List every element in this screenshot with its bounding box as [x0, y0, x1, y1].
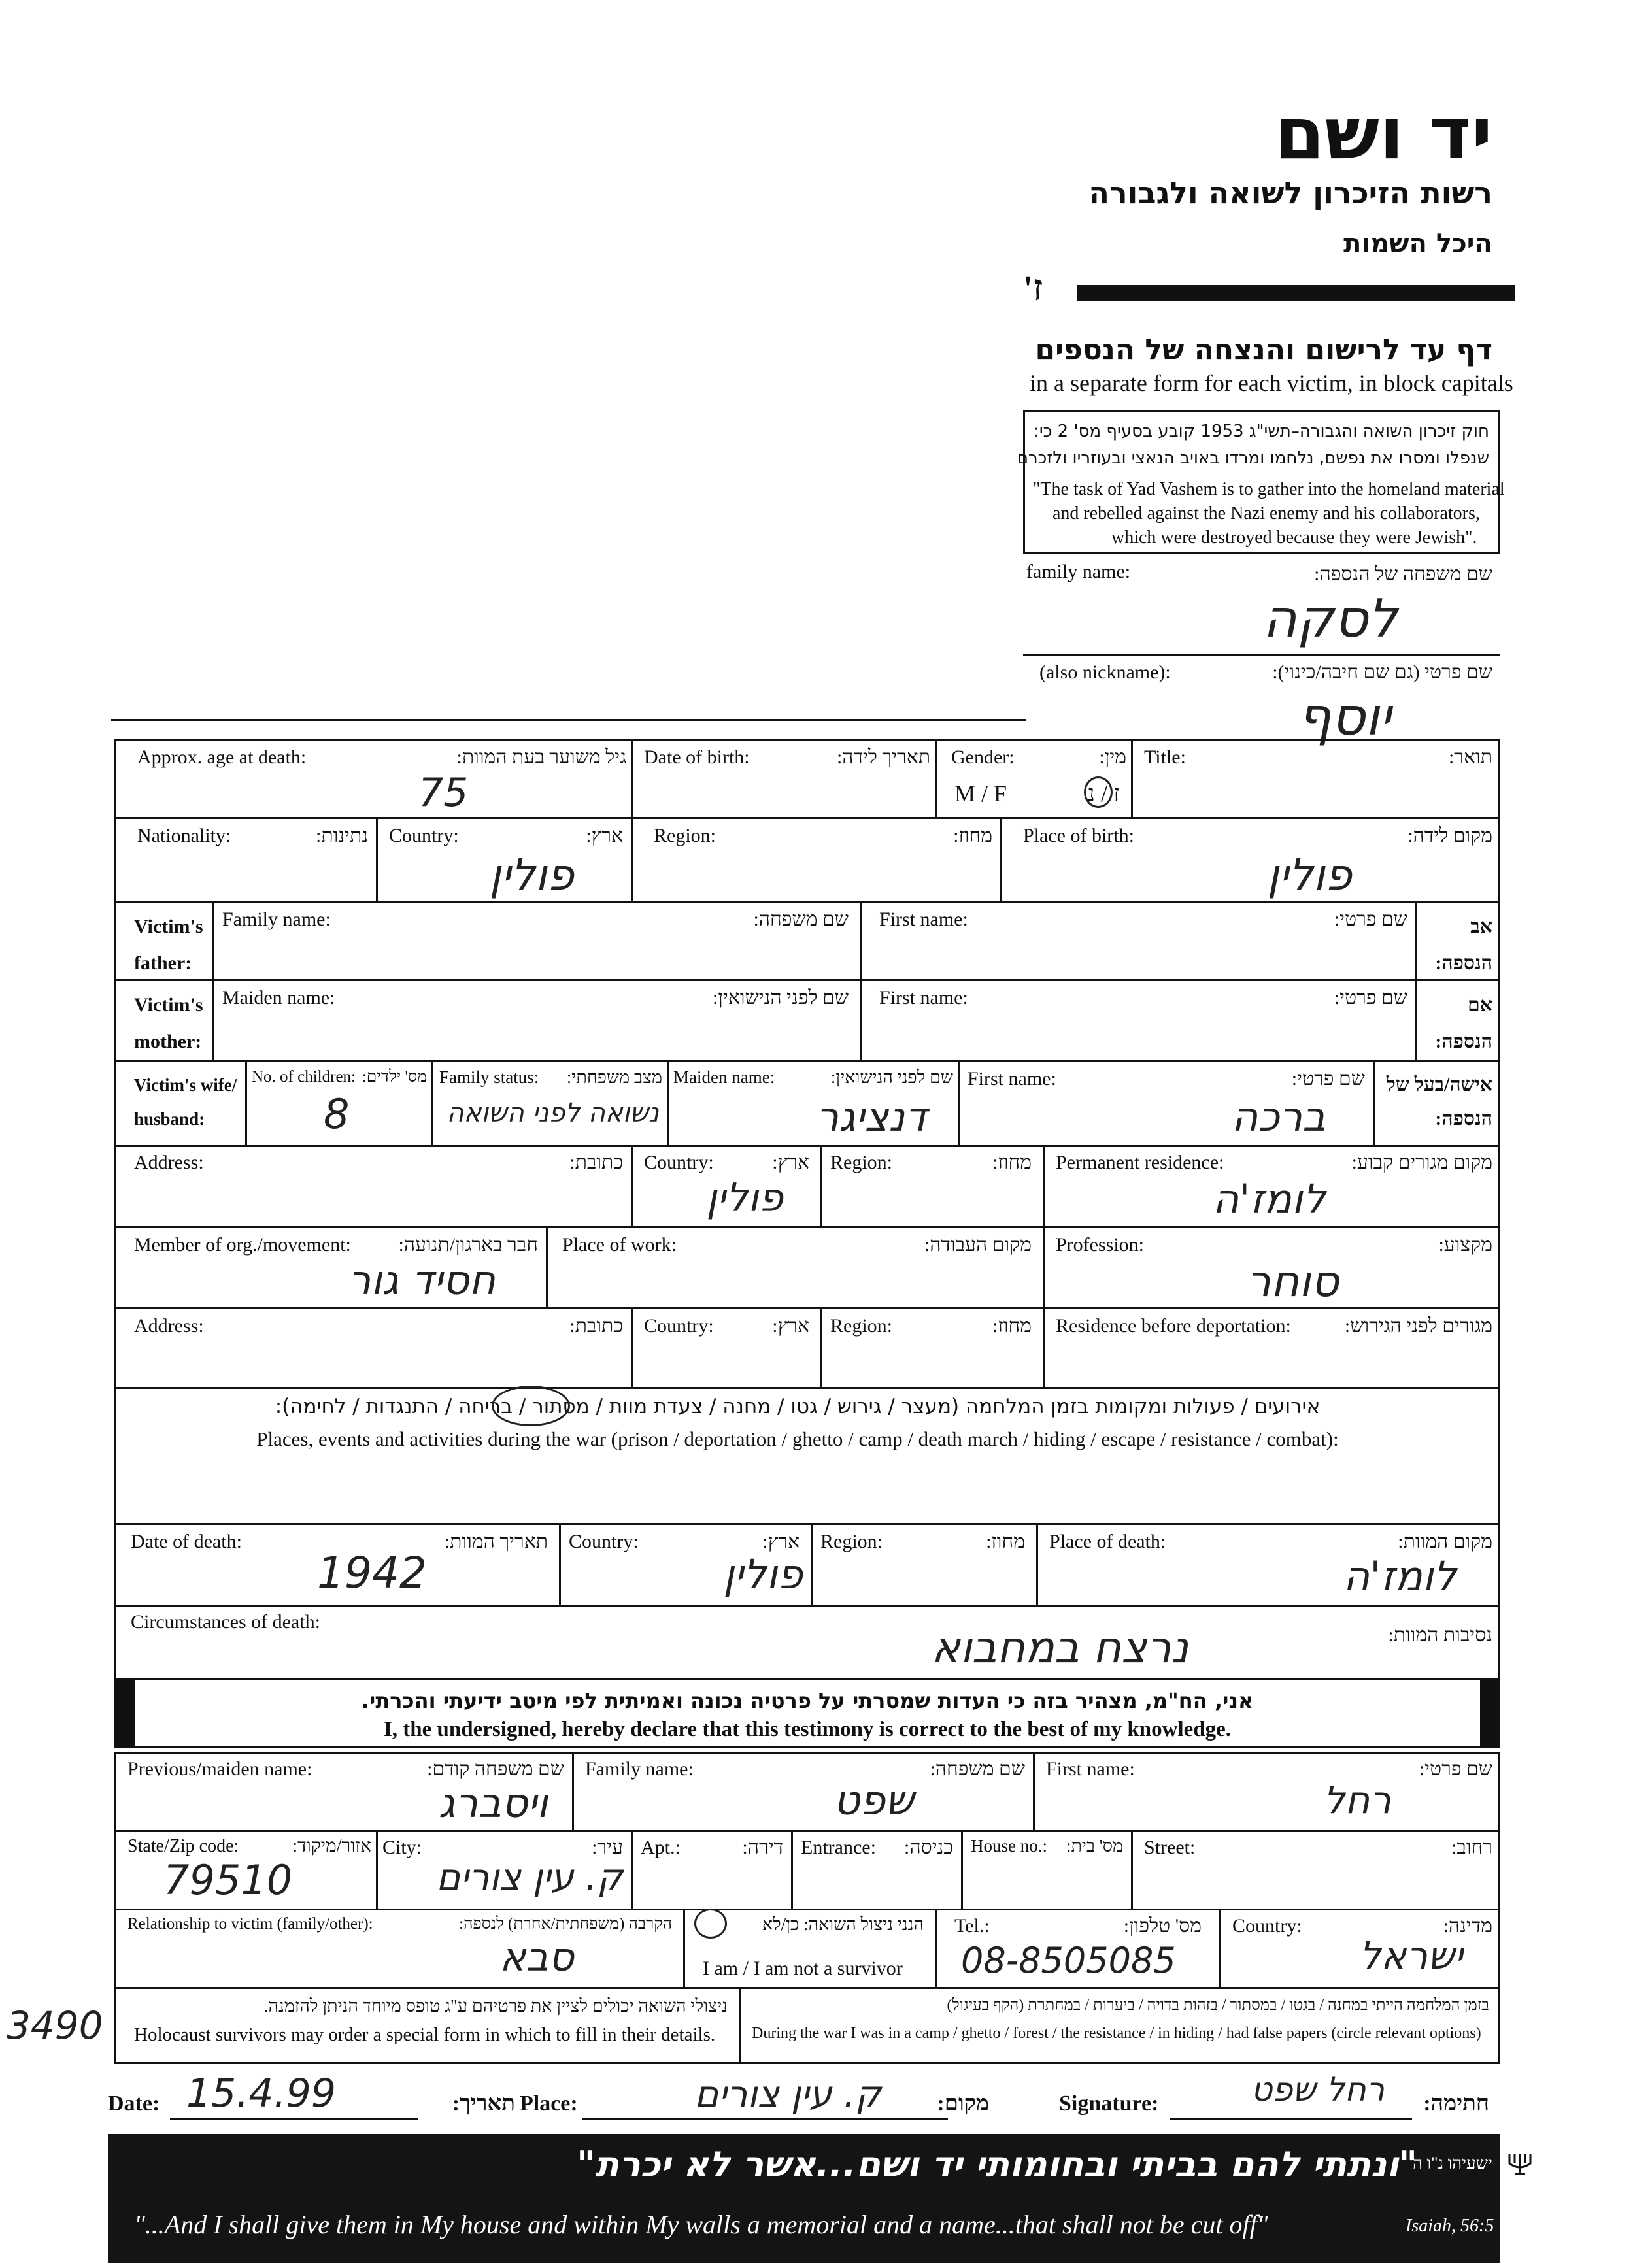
- margin-number: 3490: [7, 2003, 103, 2048]
- row-sep: [114, 817, 1500, 819]
- col-sep: [1033, 1752, 1035, 1830]
- father-first-label-he: שם פרטי:: [1334, 909, 1407, 930]
- first-name-label-he: שם פרטי (גם שם חיבה/כינוי):: [1272, 661, 1492, 683]
- row-sep: [114, 1226, 1500, 1228]
- circumstances-label-en: Circumstances of death:: [131, 1611, 320, 1633]
- first-name-label-en: (also nickname):: [1039, 661, 1171, 683]
- col-sep: [820, 1307, 822, 1387]
- entrance-label-he: כניסה:: [904, 1837, 953, 1858]
- col-sep: [1043, 1145, 1045, 1226]
- survivor-label-en[interactable]: I am / I am not a survivor: [703, 1958, 903, 1979]
- spouse-first-name[interactable]: ברכה: [1231, 1093, 1326, 1141]
- family-status-label-en: Family status:: [439, 1067, 539, 1087]
- deport-label-he: מגורים לפני הגירוש:: [1344, 1315, 1492, 1337]
- during-war-he: בזמן המלחמה הייתי במחנה / בגטו / במסתור / בזהות בדויה / ביערות / במחתרת (הקף בעיגול): [947, 1997, 1489, 2014]
- work-label-he: מקום העבודה:: [924, 1234, 1032, 1256]
- death-country-label-en: Country:: [569, 1531, 639, 1552]
- nationality-label-en: Nationality:: [137, 825, 231, 846]
- hiding-circle-mark: [492, 1386, 570, 1426]
- col-sep: [212, 901, 214, 1060]
- death-place-label-en: Place of death:: [1049, 1531, 1166, 1552]
- entrance-label-en: Entrance:: [801, 1837, 876, 1858]
- death-date-label-he: תאריך המוות:: [444, 1531, 548, 1552]
- law-text-en-1: "The task of Yad Vashem is to gather into the homeland material: [1033, 479, 1505, 499]
- signature-label-he: חתימה:: [1423, 2092, 1489, 2116]
- declaration-left-bar: [116, 1680, 135, 1748]
- signoff-date[interactable]: 15.4.99: [186, 2071, 337, 2116]
- survivor-label-he: הנני ניצול השואה: כן/לא: [762, 1914, 924, 1934]
- death-place-label-he: מקום המוות:: [1398, 1531, 1492, 1552]
- declaration-right-bar: [1480, 1680, 1498, 1748]
- col-sep: [559, 1523, 561, 1605]
- spouse-maiden-label-he: שם לפני הנישואין:: [830, 1067, 953, 1087]
- permanent-residence[interactable]: לומז'ה: [1212, 1175, 1326, 1223]
- signature-label-en: Signature:: [1059, 2092, 1159, 2116]
- col-sep: [245, 1060, 247, 1145]
- gender-options[interactable]: M / F: [954, 780, 1007, 807]
- row-sep: [114, 979, 1500, 981]
- family-name-label-he: שם משפחה של הנספה:: [1314, 563, 1492, 585]
- deport-country-label-he: ארץ:: [772, 1315, 809, 1337]
- survivor-no-circle: [694, 1909, 727, 1939]
- res-region-label-he: מחוז:: [992, 1152, 1032, 1173]
- zip-label-he: אזור/מיקוד:: [292, 1836, 371, 1856]
- col-sep: [1131, 1830, 1133, 1909]
- age-label-he: גיל משוער בעת המוות:: [456, 746, 626, 768]
- torn-edge-line: [111, 719, 1026, 721]
- menorah-icon: [1507, 2150, 1533, 2176]
- victim-family-name[interactable]: לסקה: [1262, 588, 1398, 649]
- law-text-en-2: and rebelled against the Nazi enemy and his collaborators,: [1052, 503, 1480, 524]
- city-label-he: עיר:: [592, 1837, 623, 1858]
- street-label-en: Street:: [1144, 1837, 1196, 1858]
- law-text-en-3: which were destroyed because they were Jewish".: [1111, 527, 1477, 548]
- row-sep: [114, 1307, 1500, 1309]
- prev-maiden-name[interactable]: ויסברג: [438, 1779, 548, 1827]
- circumstances-of-death[interactable]: נרצח במחבוא: [931, 1622, 1188, 1673]
- declaration-en: I, the undersigned, hereby declare that this testimony is correct to the best of my knowledge.: [383, 1718, 1232, 1741]
- header-rule: [1077, 285, 1515, 301]
- profession[interactable]: סוחר: [1246, 1256, 1339, 1307]
- footer-source-en: Isaiah, 56:5: [1406, 2216, 1494, 2236]
- father-family-label-he: שם משפחה:: [753, 909, 849, 930]
- address-label-en: Address:: [134, 1152, 204, 1173]
- res-country-label-en: Country:: [644, 1152, 714, 1173]
- street-label-he: רחוב:: [1451, 1837, 1492, 1858]
- gender-label-he: מין:: [1099, 746, 1126, 768]
- department-name: היכל השמות: [1343, 229, 1492, 259]
- zip-code[interactable]: 79510: [163, 1856, 293, 1904]
- col-sep: [667, 1060, 669, 1145]
- spouse-maiden-name[interactable]: דנציגר: [816, 1093, 927, 1141]
- address-label-he: כתובת:: [569, 1152, 623, 1173]
- date-underline: [170, 2118, 418, 2120]
- col-sep: [1131, 739, 1133, 817]
- signoff-place-label-he: מקום:: [937, 2092, 989, 2116]
- family-name-underline: [1023, 654, 1500, 656]
- age-label-en: Approx. age at death:: [137, 746, 307, 768]
- col-sep: [376, 817, 378, 901]
- col-sep: [631, 739, 633, 817]
- submitter-first-name[interactable]: רחל: [1323, 1778, 1391, 1822]
- col-sep: [1043, 1307, 1045, 1387]
- family-status-label-he: מצב משפחתי:: [566, 1067, 662, 1087]
- signature[interactable]: רחל שפט: [1251, 2071, 1385, 2109]
- footer-quote-en: "...And I shall give them in My house and within My walls a memorial and a name...that shall not be cut off": [134, 2210, 1268, 2239]
- relationship-label-en: Relationship to victim (family/other):: [127, 1915, 373, 1933]
- prev-name-label-he: שם משפחה קודם:: [427, 1758, 564, 1780]
- victim-first-name[interactable]: יוסף: [1298, 686, 1391, 747]
- submitter-city[interactable]: ק. עין צורים: [436, 1856, 623, 1899]
- submitter-country[interactable]: ישראל: [1359, 1933, 1463, 1978]
- profession-label-en: Profession:: [1056, 1234, 1144, 1256]
- mother-maiden-label-he: שם לפני הנישואין:: [713, 987, 849, 1009]
- country-label-en: Country:: [1232, 1915, 1302, 1937]
- father-label-he: אב הנספה:: [1435, 916, 1492, 974]
- row-sep: [114, 1060, 1500, 1062]
- mother-label-en: Victim's mother:: [134, 994, 203, 1052]
- signoff-date-label-en: Date:: [108, 2092, 160, 2116]
- row-sep: [114, 1987, 1500, 1989]
- children-label-en: No. of children:: [252, 1068, 356, 1086]
- deport-label-en: Residence before deportation:: [1056, 1315, 1291, 1337]
- law-text-he-1: חוק זיכרון השואה והגבורה–תשי"ג 1953 קובע בסעיף מס' 2 כי:: [1034, 422, 1489, 441]
- col-sep: [860, 901, 862, 1060]
- col-sep: [431, 1060, 433, 1145]
- row-sep: [114, 1678, 1500, 1680]
- mother-first-label-he: שם פרטי:: [1334, 987, 1407, 1009]
- res-country-label-he: ארץ:: [772, 1152, 809, 1173]
- prev-name-label-en: Previous/maiden name:: [127, 1758, 312, 1780]
- deport-region-label-he: מחוז:: [992, 1315, 1032, 1337]
- spouse-first-label-he: שם פרטי:: [1291, 1068, 1365, 1090]
- col-sep: [683, 1909, 685, 1987]
- col-sep: [961, 1830, 963, 1909]
- form-instruction: in a separate form for each victim, in block capitals: [1030, 370, 1513, 396]
- father-label-en: Victim's father:: [134, 916, 203, 974]
- family-status[interactable]: נשואה לפני השואה: [446, 1098, 659, 1128]
- residence-country[interactable]: פולין: [706, 1175, 783, 1221]
- col-sep: [1036, 1523, 1038, 1605]
- signoff-date-label-he: תאריך:: [452, 2092, 515, 2116]
- submitter-family-name[interactable]: שפט: [833, 1776, 914, 1824]
- during-war-en: During the war I was in a camp / ghetto / forest / the resistance / in hiding / had false papers (circle relevant options): [752, 2025, 1481, 2042]
- city-label-en: City:: [382, 1837, 422, 1858]
- row-sep: [114, 1830, 1500, 1832]
- org-movement[interactable]: חסיד גור: [348, 1256, 496, 1304]
- telephone[interactable]: 08-8505085: [961, 1940, 1176, 1981]
- submitter-first-label-he: שם פרטי:: [1419, 1758, 1492, 1780]
- declaration-he: אני, הח"מ, מצהיר בזה כי העדות שמסרתי על פרטיה נכונה ואמיתית לפי מיטב ידיעתי והכרתי.: [361, 1688, 1254, 1713]
- spouse-label-he: אישה/בעל של הנספה:: [1386, 1074, 1492, 1129]
- spouse-maiden-label-en: Maiden name:: [673, 1067, 775, 1087]
- spouse-first-label-en: First name:: [968, 1068, 1056, 1090]
- death-country-label-he: ארץ:: [762, 1531, 800, 1552]
- nationality-country[interactable]: פולין: [489, 850, 574, 900]
- relationship-label-he: הקרבה (משפחתית/אחרת) לנספה:: [459, 1915, 672, 1933]
- country-label-he: מדינה:: [1443, 1915, 1492, 1937]
- events-label-en: Places, events and activities during the war (prison / deportation / ghetto / camp / death march / hiding / escape / resistance / combat):: [256, 1427, 1339, 1450]
- col-sep: [631, 1145, 633, 1226]
- work-label-en: Place of work:: [562, 1234, 677, 1256]
- dob-label-en: Date of birth:: [644, 746, 750, 768]
- form-mark: ז': [1023, 269, 1043, 308]
- permanent-label-he: מקום מגורים קבוע:: [1351, 1152, 1492, 1173]
- row-sep: [114, 1523, 1500, 1525]
- death-country[interactable]: פולין: [723, 1550, 803, 1598]
- col-sep: [1043, 1226, 1045, 1307]
- profession-label-he: מקצוע:: [1438, 1234, 1492, 1256]
- house-label-en: House no.:: [971, 1836, 1047, 1856]
- tel-label-he: מס' טלפון:: [1123, 1915, 1202, 1937]
- col-sep: [546, 1226, 548, 1307]
- mother-maiden-label-en: Maiden name:: [222, 987, 335, 1009]
- row-sep: [114, 1387, 1500, 1389]
- row-sep: [114, 1145, 1500, 1147]
- house-label-he: מס' בית:: [1066, 1836, 1123, 1856]
- col-sep: [791, 1830, 793, 1909]
- org-label-en: Member of org./movement:: [134, 1234, 351, 1256]
- col-sep: [958, 1060, 960, 1145]
- deport-country-label-en: Country:: [644, 1315, 714, 1337]
- authority-subtitle: רשות הזיכרון לשואה ולגבורה: [1088, 175, 1492, 210]
- relationship[interactable]: סבא: [499, 1935, 574, 1980]
- birthplace-label-en: Place of birth:: [1023, 825, 1134, 846]
- footer-source-he: ישעיהו נ"ו ה': [1409, 2154, 1492, 2173]
- col-sep: [811, 1523, 813, 1605]
- place-underline: [582, 2118, 948, 2120]
- death-date[interactable]: 1942: [317, 1548, 427, 1598]
- mother-label-he: אם הנספה:: [1435, 994, 1492, 1052]
- col-sep: [935, 739, 937, 817]
- col-sep: [631, 817, 633, 901]
- col-sep: [935, 1909, 937, 1987]
- signoff-place[interactable]: ק. עין צורים: [694, 2073, 881, 2116]
- region-label-en: Region:: [654, 825, 716, 846]
- gender-circle-mark: [1084, 776, 1113, 808]
- form-title: דף עד לרישום והנצחה של הנספים: [1035, 333, 1492, 367]
- mother-first-label-en: First name:: [879, 987, 968, 1009]
- signoff-place-label-en: Place:: [520, 2092, 578, 2116]
- org-label-he: חבר בארגון/תנועה:: [398, 1234, 538, 1256]
- birthplace[interactable]: פולין: [1267, 850, 1352, 900]
- birthplace-label-he: מקום לידה:: [1407, 825, 1492, 846]
- col-sep: [1000, 817, 1002, 901]
- col-sep: [631, 1307, 633, 1387]
- father-family-label-en: Family name:: [222, 909, 331, 930]
- footer-quote-he: "ונתתי להם בביתי ובחומותי יד ושם...אשר לא יכרת": [577, 2144, 1417, 2185]
- submitter-first-label-en: First name:: [1046, 1758, 1135, 1780]
- signature-underline: [1170, 2118, 1412, 2120]
- circumstances-label-he: נסיבות המוות:: [1388, 1624, 1492, 1646]
- father-first-label-en: First name:: [879, 909, 968, 930]
- yad-vashem-logo-title: יד ושם: [1274, 92, 1492, 175]
- region-label-he: מחוז:: [953, 825, 992, 846]
- nat-country-label-he: ארץ:: [586, 825, 623, 846]
- events-label-he: אירועים / פעולות ומקומות בזמן המלחמה (מעצר / גירוש / גטו / מחנה / צעדת מוות / מסתור / בריחה / התנגדות / לחימה):: [275, 1395, 1321, 1418]
- apt-label-he: דירה:: [742, 1837, 783, 1858]
- death-region-label-en: Region:: [820, 1531, 883, 1552]
- col-sep: [631, 1830, 633, 1909]
- gender-label-en: Gender:: [951, 746, 1015, 768]
- survivors-note-he: ניצולי השואה יכולים לציין את פרטיהם ע"ג טופס מיוחד הניתן להזמנה.: [263, 1996, 728, 2016]
- col-sep: [572, 1752, 574, 1830]
- res-region-label-en: Region:: [830, 1152, 892, 1173]
- row-sep: [114, 1909, 1500, 1910]
- deport-address-label-en: Address:: [134, 1315, 204, 1337]
- title-label-he: תואר:: [1448, 746, 1492, 768]
- victim-age[interactable]: 75: [418, 770, 469, 816]
- gender-options-he[interactable]: ז / נ: [1087, 780, 1120, 807]
- deport-region-label-en: Region:: [830, 1315, 892, 1337]
- deport-address-label-he: כתובת:: [569, 1315, 623, 1337]
- zip-label-en: State/Zip code:: [127, 1836, 239, 1856]
- submitter-family-label-en: Family name:: [585, 1758, 694, 1780]
- nationality-label-he: נתינות:: [316, 825, 368, 846]
- children-count[interactable]: 8: [324, 1090, 350, 1138]
- death-place[interactable]: לומז'ה: [1343, 1552, 1456, 1600]
- survivors-note-en: Holocaust survivors may order a special form in which to fill in their details.: [134, 2024, 716, 2045]
- nat-country-label-en: Country:: [389, 825, 459, 846]
- dob-label-he: תאריך לידה:: [836, 746, 930, 768]
- submitter-family-label-he: שם משפחה:: [930, 1758, 1025, 1780]
- col-sep: [376, 1830, 378, 1909]
- title-label-en: Title:: [1144, 746, 1186, 768]
- death-region-label-he: מחוז:: [986, 1531, 1025, 1552]
- col-sep: [820, 1145, 822, 1226]
- tel-label-en: Tel.:: [954, 1915, 990, 1937]
- permanent-label-en: Permanent residence:: [1056, 1152, 1224, 1173]
- apt-label-en: Apt.:: [641, 1837, 681, 1858]
- spouse-label-en: Victim's wife/ husband:: [134, 1075, 237, 1129]
- col-sep: [739, 1987, 741, 2064]
- row-sep: [114, 1605, 1500, 1607]
- submitter-grid: [114, 1752, 1500, 2064]
- col-sep: [1219, 1909, 1221, 1987]
- death-date-label-en: Date of death:: [131, 1531, 242, 1552]
- law-text-he-2: שנפלו ומסרו את נפשם, נלחמו ומרדו באויב הנאצי ובעוזריו ולזכרם: [1017, 448, 1489, 468]
- family-name-label-en: family name:: [1026, 561, 1131, 582]
- row-sep: [114, 901, 1500, 903]
- children-label-he: מס' ילדים:: [362, 1068, 427, 1086]
